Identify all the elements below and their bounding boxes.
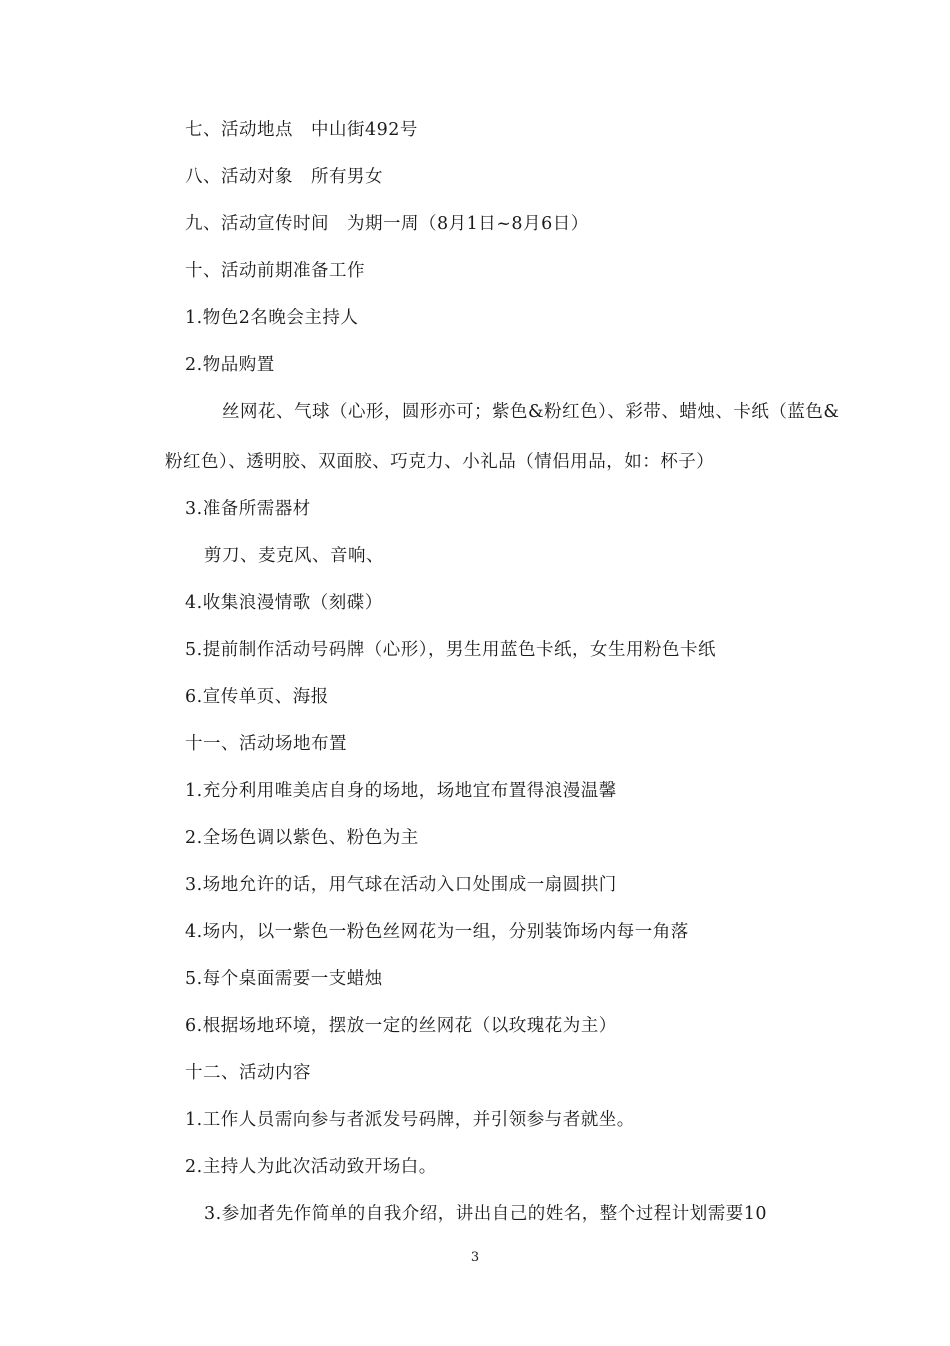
text-line: 粉红色）、透明胶、双面胶、巧克力、小礼品（情侣用品，如：杯子）: [165, 452, 715, 472]
text-line: 九、活动宣传时间 为期一周（8月1日~8月6日）: [185, 214, 589, 234]
text-line: 2.主持人为此次活动致开场白。: [185, 1157, 437, 1177]
text-line: 3.参加者先作简单的自我介绍，讲出自己的姓名，整个过程计划需要10: [204, 1204, 767, 1224]
text-line: 6.宣传单页、海报: [185, 687, 329, 707]
text-line: 4.收集浪漫情歌（刻碟）: [185, 593, 383, 613]
text-line: 2.物品购置: [185, 355, 275, 375]
text-line: 1.充分利用唯美店自身的场地，场地宜布置得浪漫温馨: [185, 781, 617, 801]
section-heading: 十、活动前期准备工作: [185, 261, 365, 281]
text-line: 1.工作人员需向参与者派发号码牌，并引领参与者就坐。: [185, 1110, 635, 1130]
page-number: 3: [470, 1250, 480, 1265]
section-heading: 十二、活动内容: [185, 1063, 311, 1083]
text-line: 1.物色2名晚会主持人: [185, 308, 359, 328]
text-line: 6.根据场地环境，摆放一定的丝网花（以玫瑰花为主）: [185, 1016, 617, 1036]
text-line: 剪刀、麦克风、音响、: [204, 546, 384, 566]
text-line: 4.场内，以一紫色一粉色丝网花为一组，分别装饰场内每一角落: [185, 922, 689, 942]
text-line: 3.场地允许的话，用气球在活动入口处围成一扇圆拱门: [185, 875, 617, 895]
text-line: 丝网花、气球（心形，圆形亦可；紫色&粉红色）、彩带、蜡烛、卡纸（蓝色&: [222, 402, 840, 422]
text-line: 5.每个桌面需要一支蜡烛: [185, 969, 383, 989]
text-line: 七、活动地点 中山街492号: [185, 120, 418, 140]
text-line: 3.准备所需器材: [185, 499, 311, 519]
text-line: 5.提前制作活动号码牌（心形），男生用蓝色卡纸，女生用粉色卡纸: [185, 640, 716, 660]
section-heading: 十一、活动场地布置: [185, 734, 347, 754]
text-line: 2.全场色调以紫色、粉色为主: [185, 828, 419, 848]
text-line: 八、活动对象 所有男女: [185, 167, 383, 187]
